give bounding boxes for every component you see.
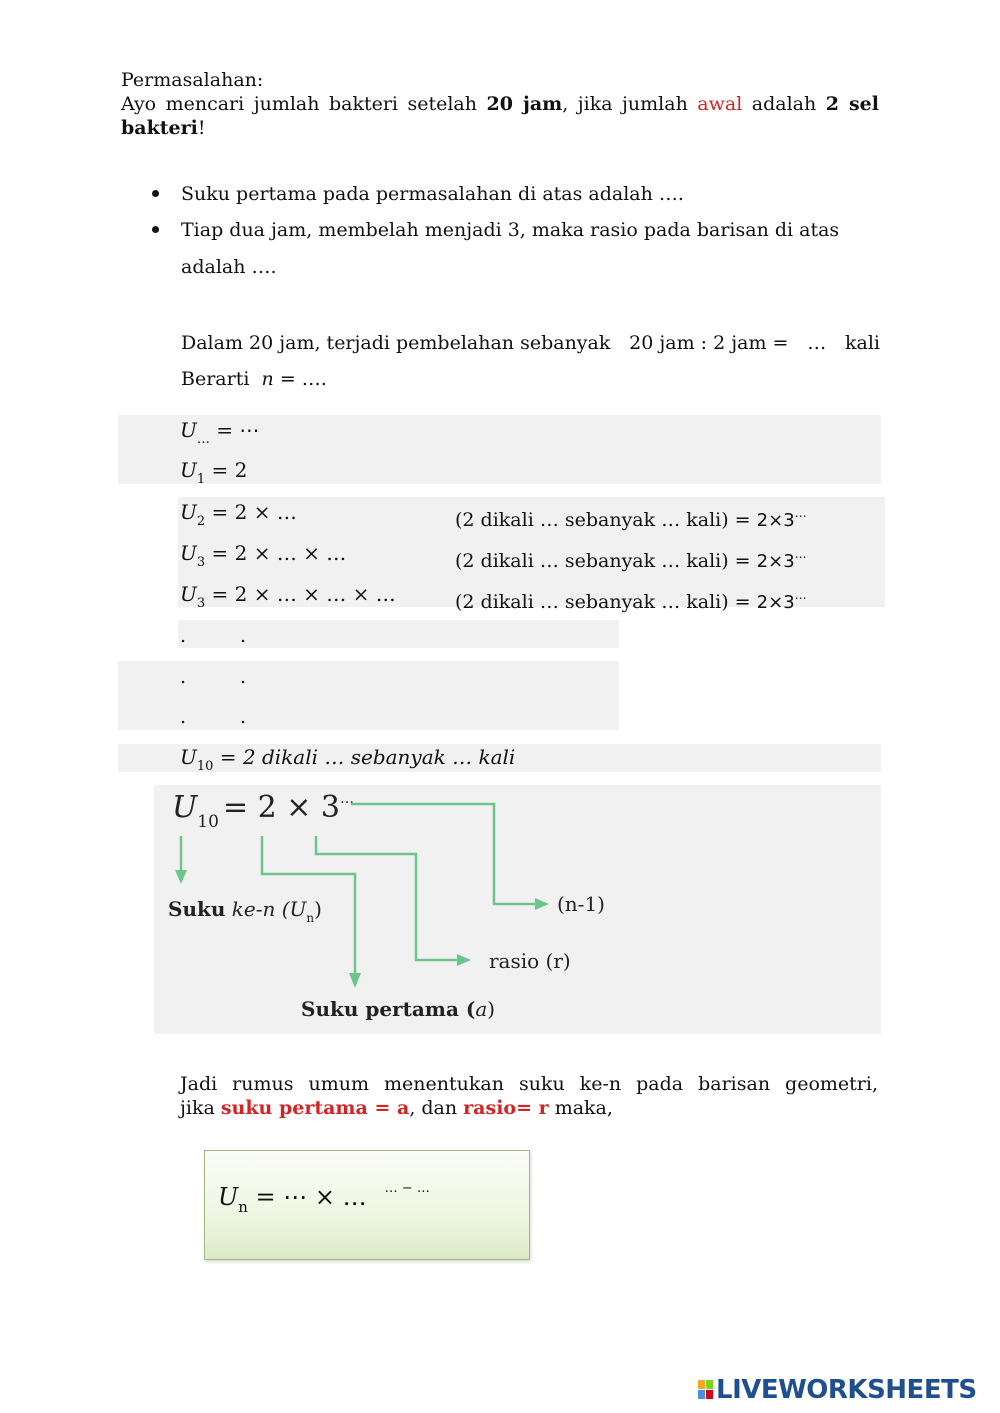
maka: maka, [554, 1097, 613, 1119]
n-variable: n [261, 368, 274, 390]
division-text: Dalam 20 jam, terjadi pembelahan sebanyak [181, 332, 611, 354]
label-suku-pertama [301, 997, 495, 1021]
word: jumlah [253, 93, 320, 115]
division-kali: kali [845, 332, 880, 354]
ke-n-text: ke-n (U [231, 897, 307, 921]
dot: . [240, 625, 247, 647]
formula-rhs: = 2 × 3 [222, 790, 340, 825]
formula-rhs: = ⋯ × … [255, 1183, 367, 1211]
liveworksheets-logo-icon [698, 1380, 714, 1400]
formula-exponent: … − … [384, 1181, 430, 1196]
n-subscript: n [306, 911, 315, 925]
division-blank: … [807, 332, 827, 354]
problem-heading: Permasalahan: [121, 69, 264, 91]
paren-close: ) [487, 997, 496, 1021]
dot: . [180, 706, 187, 728]
label-n-minus-1: (n-1) [557, 892, 605, 916]
power-base: 2×3 [756, 551, 795, 572]
word: Ayo [121, 93, 157, 115]
u-symbol: U [180, 582, 197, 606]
dan: , dan [409, 1097, 458, 1119]
conclusion-line-1: Jadi rumus umum menentukan suku ke-n pada barisan geometri, [180, 1073, 878, 1095]
u-subscript: 3 [196, 596, 206, 611]
power-base: 2×3 [756, 510, 795, 531]
label-suku-ke-n [168, 897, 322, 925]
a-variable: a [475, 997, 488, 1021]
u-symbol: U [218, 1183, 239, 1211]
u-subscript: … [196, 432, 210, 447]
bullet-item-2-line-2: adalah …. [181, 256, 277, 278]
note-text: (2 dikali … sebanyak … kali) = [455, 591, 751, 613]
word: bakteri [328, 93, 399, 115]
u-subscript: 3 [196, 555, 206, 570]
jika: jika [180, 1097, 215, 1119]
arrow-head-right-icon [535, 898, 549, 910]
note-text: (2 dikali … sebanyak … kali) = [455, 550, 751, 572]
power-base: 2×3 [756, 592, 795, 613]
u-symbol: U [172, 790, 198, 825]
liveworksheets-logo-text: LIVEWORKSHEETS [716, 1375, 977, 1405]
u-symbol: U [180, 745, 197, 769]
u-subscript: 2 [196, 514, 206, 529]
bold-20-jam: 20 jam [486, 93, 563, 115]
word: adalah [751, 93, 817, 115]
power-exponent: … [794, 588, 807, 602]
eq-rhs: = 2 × … × … × … [211, 582, 396, 606]
power-exponent: … [794, 506, 807, 520]
eq-rhs: = 2 dikali … sebanyak … kali [219, 745, 516, 769]
arrow-head-down-icon [349, 973, 361, 988]
conclusion-line-2 [180, 1096, 613, 1120]
u-subscript: 1 [196, 472, 206, 487]
bullet-item-2-line-1: Tiap dua jam, membelah menjadi 3, maka rasio pada barisan di atas [181, 219, 840, 241]
bullet-item-1: Suku pertama pada permasalahan di atas adalah …. [181, 183, 684, 205]
n-blank: = …. [279, 368, 327, 390]
red-awal: awal [697, 93, 743, 115]
division-calc: 20 jam : 2 jam = [629, 332, 789, 354]
eq-rhs: = 2 [211, 458, 248, 482]
bold-bakteri: bakteri [121, 117, 198, 139]
u-subscript: 10 [196, 759, 214, 774]
dot: . [180, 625, 187, 647]
dot: . [240, 666, 247, 688]
formula-answer-box[interactable] [204, 1150, 530, 1260]
exclamation: ! [197, 117, 206, 139]
note-text: (2 dikali … sebanyak … kali) = [455, 509, 751, 531]
eq-rhs: = 2 × … × … [211, 541, 347, 565]
word: mencari [165, 93, 245, 115]
word: jumlah [622, 93, 688, 115]
dot: . [180, 666, 187, 688]
arrow-head-down-icon [175, 870, 187, 884]
u-subscript: 10 [197, 812, 219, 832]
suku-pertama-text: Suku pertama ( [301, 997, 476, 1021]
u-symbol: U [180, 541, 197, 565]
suku-word: Suku [168, 897, 226, 921]
paren-close: ) [314, 897, 322, 921]
eq-rhs: = 2 × … [211, 500, 297, 524]
n-subscript: n [238, 1198, 248, 1216]
suku-pertama-eq: suku pertama = a [220, 1097, 410, 1119]
formula-exponent: … [340, 791, 354, 807]
u-symbol: U [180, 500, 197, 524]
berarti: Berarti [181, 368, 250, 390]
label-rasio: rasio (r) [489, 949, 571, 973]
general-formula [218, 1181, 430, 1216]
word: , jika [562, 93, 613, 115]
bold-2-sel: 2 sel [825, 93, 879, 115]
u-symbol: U [180, 458, 197, 482]
word: setelah [407, 93, 477, 115]
rasio-eq: rasio= r [463, 1097, 549, 1119]
dot: . [240, 706, 247, 728]
u-symbol: U [180, 418, 197, 442]
eq-rhs: = ⋯ [216, 418, 260, 442]
power-exponent: … [794, 547, 807, 561]
arrow-head-right-icon [457, 954, 471, 966]
